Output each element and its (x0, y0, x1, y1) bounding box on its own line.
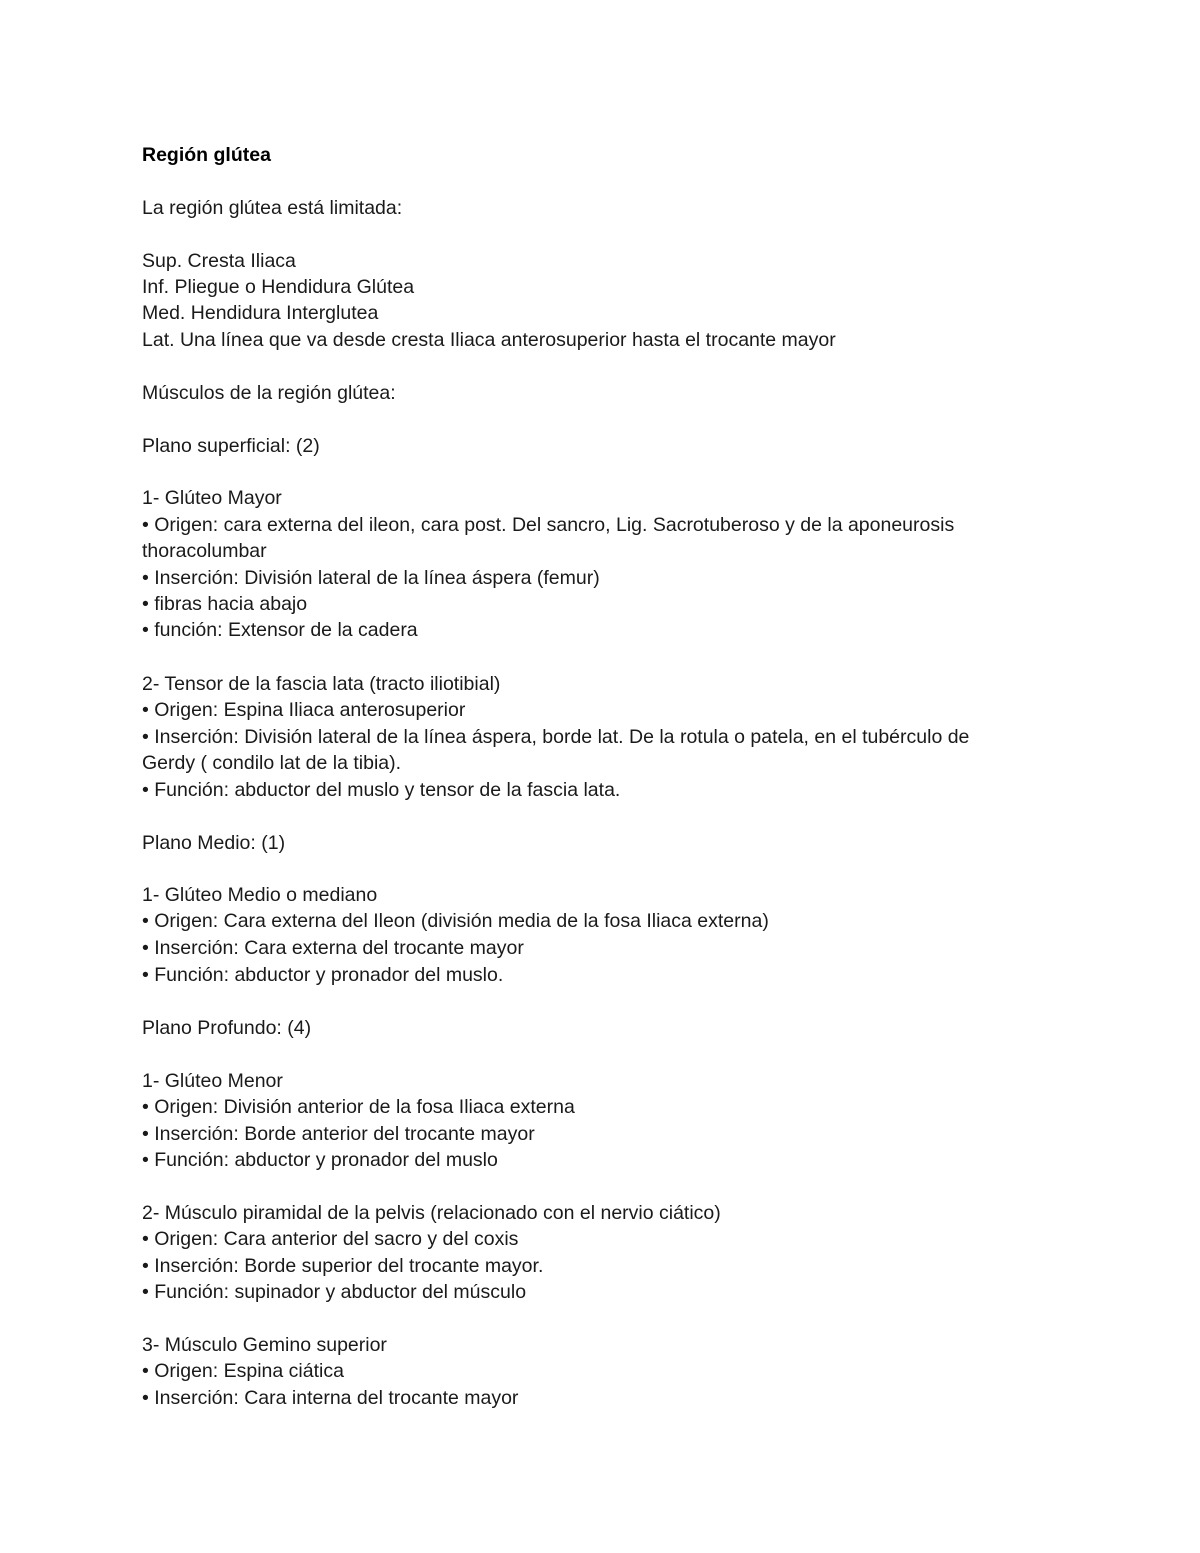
superficial-heading: Plano superficial: (2) (142, 435, 320, 457)
limit-lat: Lat. Una línea que va desde cresta Iliaca anterosuperior hasta el trocante mayor (142, 329, 836, 351)
piramidal-funcion: • Función: supinador y abductor del músculo (142, 1281, 527, 1303)
muscles-heading: Músculos de la región glútea: (142, 382, 396, 404)
medio-heading: Plano Medio: (1) (142, 832, 286, 854)
gluteo-medio-insercion: • Inserción: Cara externa del trocante mayor (142, 937, 524, 959)
gluteo-mayor-funcion: • función: Extensor de la cadera (142, 619, 418, 641)
gemino-superior-insercion: • Inserción: Cara interna del trocante mayor (142, 1387, 519, 1409)
profundo-heading: Plano Profundo: (4) (142, 1017, 312, 1039)
gluteo-menor-name: 1- Glúteo Menor (142, 1070, 283, 1092)
gemino-superior-name: 3- Músculo Gemino superior (142, 1334, 387, 1356)
page-title: Región glútea (142, 144, 271, 166)
tensor-fascia-insercion-cont: Gerdy ( condilo lat de la tibia). (142, 752, 402, 774)
gluteo-medio-origen: • Origen: Cara externa del Ileon (división media de la fosa Iliaca externa) (142, 910, 769, 932)
piramidal-insercion: • Inserción: Borde superior del trocante mayor. (142, 1255, 544, 1277)
gluteo-mayor-origen: • Origen: cara externa del ileon, cara post. Del sancro, Lig. Sacrotuberoso y de la aponeurosis (142, 514, 955, 536)
tensor-fascia-origen: • Origen: Espina Iliaca anterosuperior (142, 699, 466, 721)
gluteo-mayor-insercion: • Inserción: División lateral de la línea áspera (femur) (142, 567, 600, 589)
gluteo-menor-insercion: • Inserción: Borde anterior del trocante mayor (142, 1123, 535, 1145)
tensor-fascia-name: 2- Tensor de la fascia lata (tracto iliotibial) (142, 673, 501, 695)
gluteo-menor-funcion: • Función: abductor y pronador del muslo (142, 1149, 498, 1171)
limit-inf: Inf. Pliegue o Hendidura Glútea (142, 276, 415, 298)
gluteo-mayor-origen-cont: thoracolumbar (142, 540, 267, 562)
gemino-superior-origen: • Origen: Espina ciática (142, 1360, 344, 1382)
limit-med: Med. Hendidura Interglutea (142, 302, 379, 324)
piramidal-name: 2- Músculo piramidal de la pelvis (relacionado con el nervio ciático) (142, 1202, 721, 1224)
gluteo-menor-origen: • Origen: División anterior de la fosa Iliaca externa (142, 1096, 575, 1118)
limit-sup: Sup. Cresta Iliaca (142, 250, 296, 272)
intro-heading: La región glútea está limitada: (142, 197, 403, 219)
gluteo-mayor-fibras: • fibras hacia abajo (142, 593, 308, 615)
gluteo-mayor-name: 1- Glúteo Mayor (142, 487, 282, 509)
gluteo-medio-funcion: • Función: abductor y pronador del muslo. (142, 964, 504, 986)
tensor-fascia-funcion: • Función: abductor del muslo y tensor de la fascia lata. (142, 779, 621, 801)
gluteo-medio-name: 1- Glúteo Medio o mediano (142, 884, 378, 906)
piramidal-origen: • Origen: Cara anterior del sacro y del coxis (142, 1228, 519, 1250)
tensor-fascia-insercion: • Inserción: División lateral de la línea áspera, borde lat. De la rotula o patela, en el tubérculo de (142, 726, 970, 748)
